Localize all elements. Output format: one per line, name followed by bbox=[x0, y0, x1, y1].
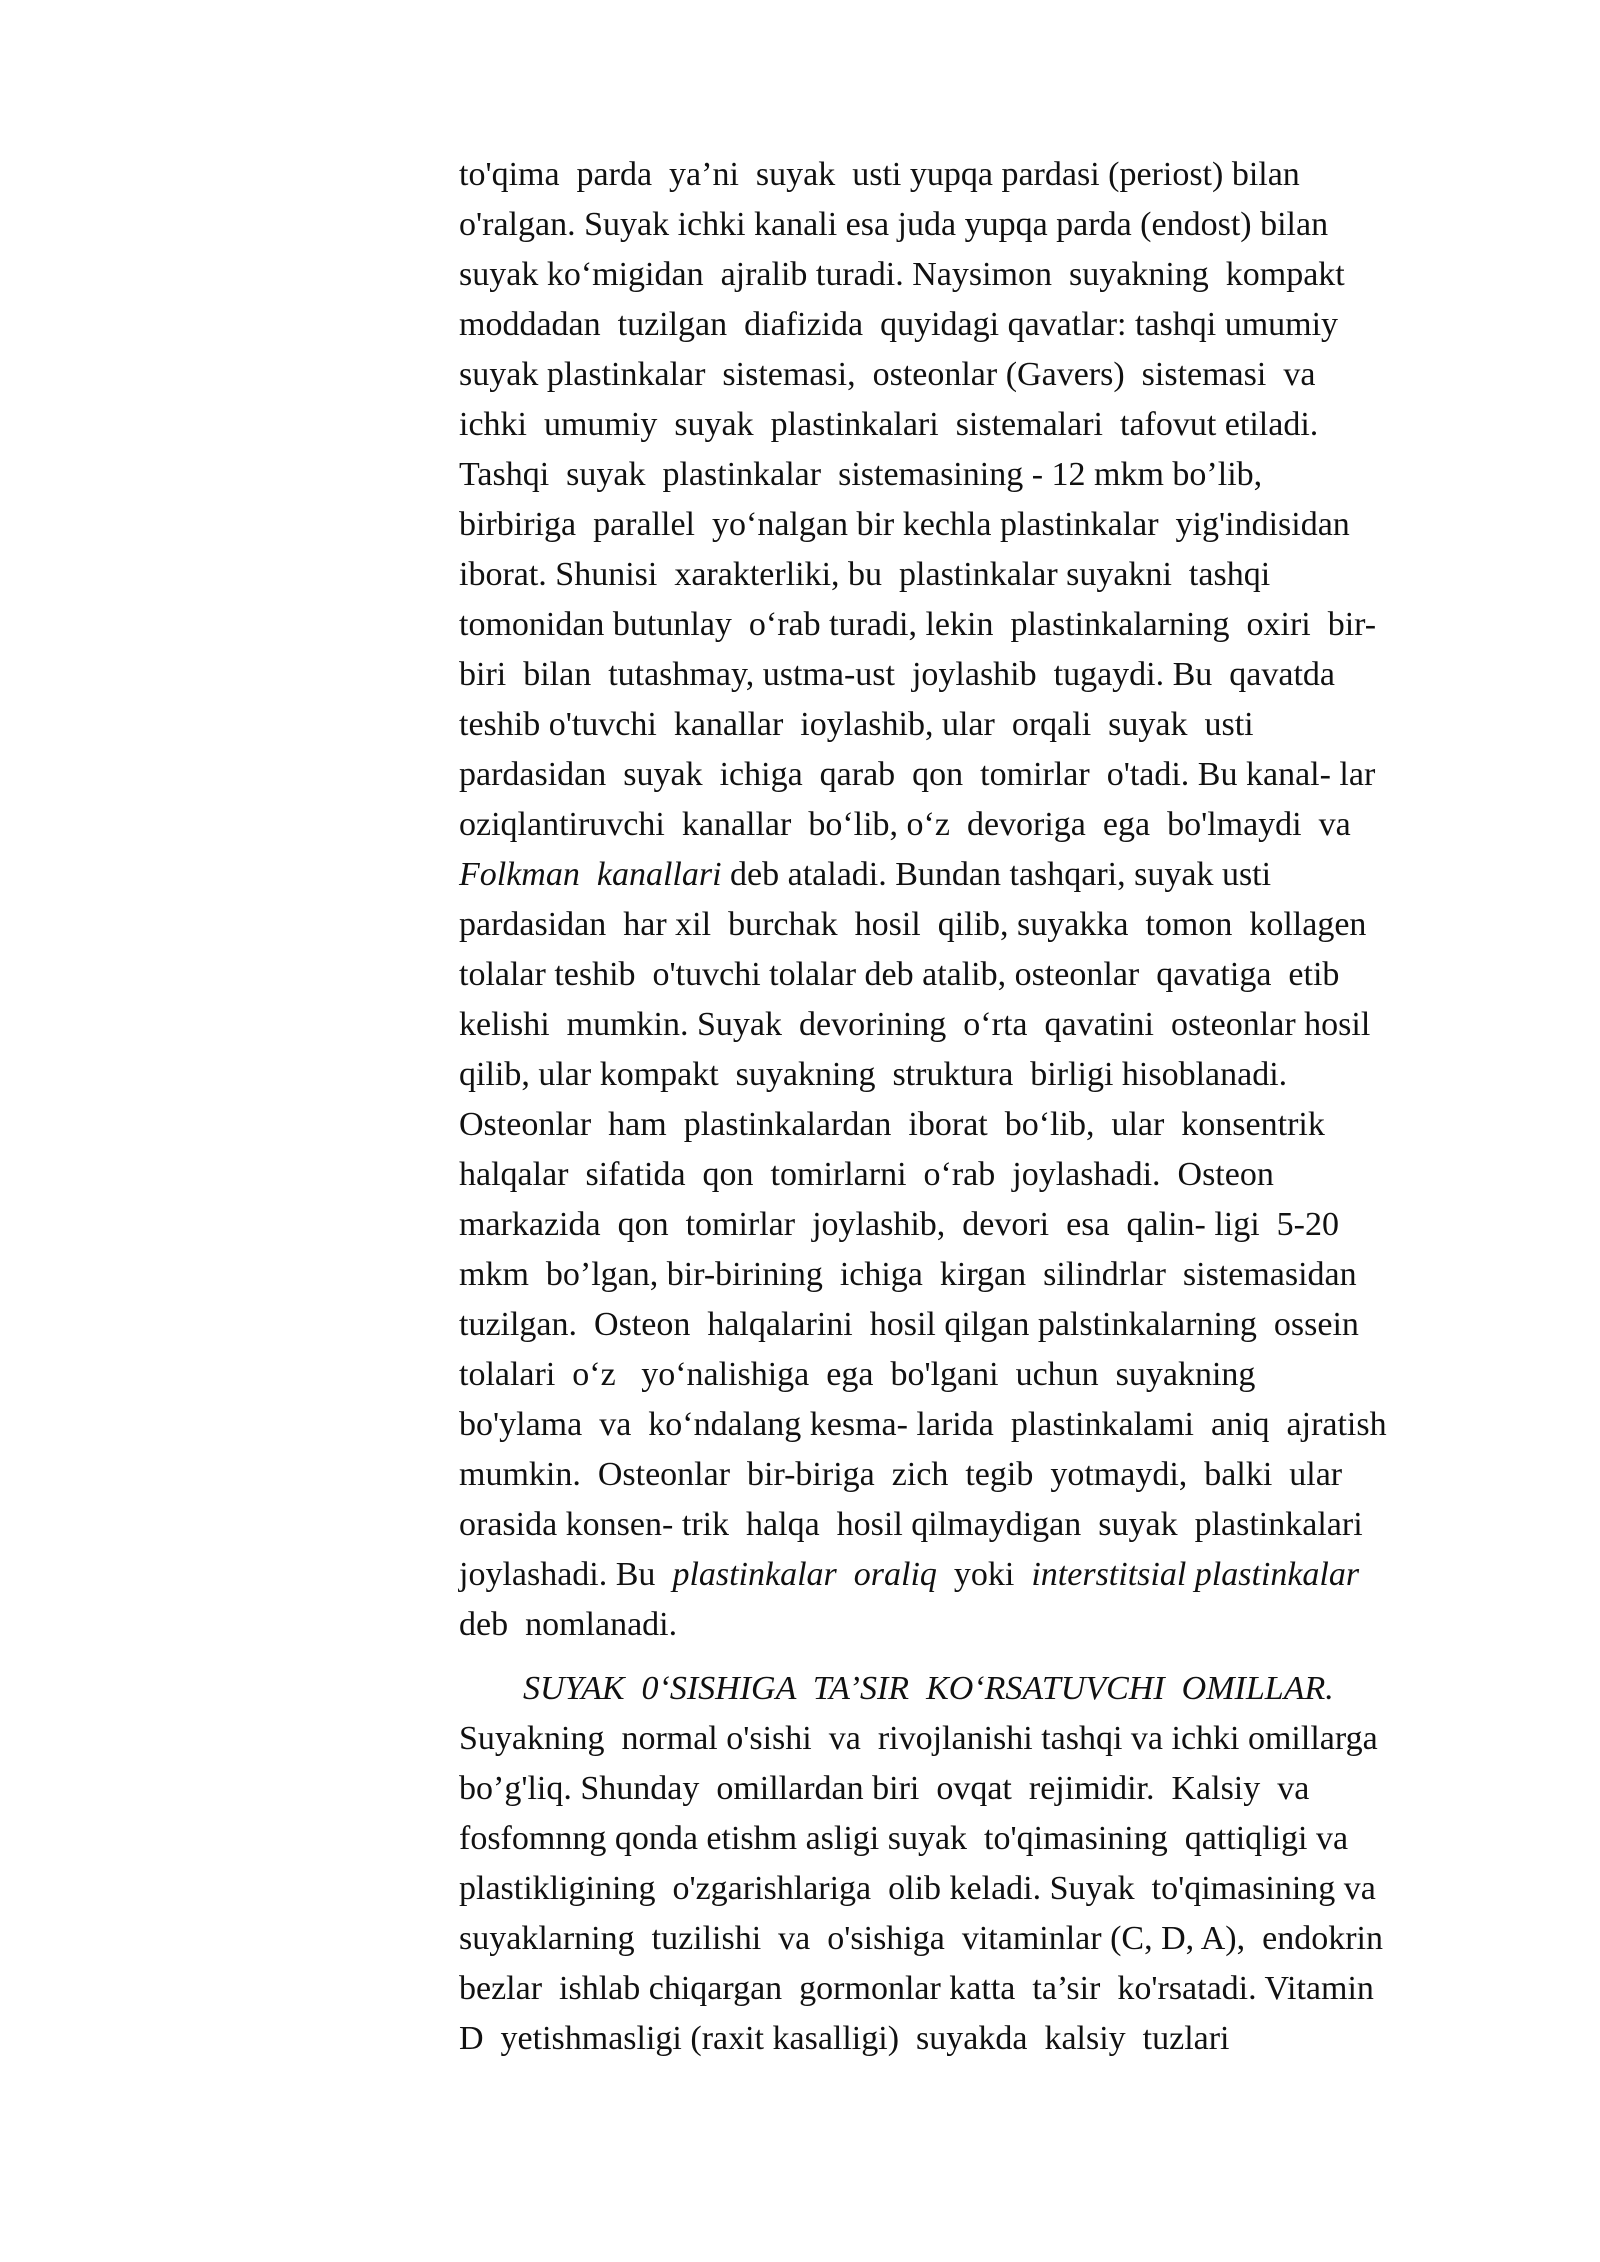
text-line: orasida konsen- trik halqa hosil qilmaydigan suyak plastinkalari bbox=[459, 1506, 1363, 1543]
text-line: ichki umumiy suyak plastinkalari sistemalari tafovut etiladi. bbox=[459, 406, 1319, 443]
text-line: mkm bo’lgan, bir-birining ichiga kirgan silindrlar sistemasidan bbox=[459, 1256, 1357, 1293]
text-segment: yoki bbox=[936, 1556, 1032, 1593]
text-line: D yetishmasligi (raxit kasalligi) suyakda kalsiy tuzlari bbox=[459, 2020, 1230, 2057]
text-line-folkman bbox=[459, 850, 1499, 900]
text-line: oziqlantiruvchi kanallar bo‘lib, o‘z devoriga ega bo'lmaydi va bbox=[459, 806, 1351, 843]
text-line: suyaklarning tuzilishi va o'sishiga vitaminlar (C, D, A), endokrin bbox=[459, 1920, 1383, 1957]
italic-term-plastinkalar-oraliq: plastinkalar oraliq bbox=[672, 1556, 937, 1593]
text-line: tolalari o‘z yo‘nalishiga ega bo'lgani uchun suyakning bbox=[459, 1356, 1256, 1393]
text-line: tomonidan butunlay o‘rab turadi, lekin plastinkalarning oxiri bir- bbox=[459, 606, 1377, 643]
text-line: markazida qon tomirlar joylashib, devori esa qalin- ligi 5-20 bbox=[459, 1206, 1339, 1243]
text-segment: joylashadi. Bu bbox=[459, 1556, 673, 1593]
text-line: bezlar ishlab chiqargan gormonlar katta ta’sir ko'rsatadi. Vitamin bbox=[459, 1970, 1374, 2007]
text-line-interstitsial bbox=[459, 1550, 1499, 1600]
italic-term-folkman: Folkman kanallari bbox=[459, 856, 722, 893]
text-line: plastikligining o'zgarishlariga olib keladi. Suyak to'qimasining va bbox=[459, 1870, 1376, 1907]
text-line: suyak ko‘migidan ajralib turadi. Naysimon suyakning kompakt bbox=[459, 256, 1345, 293]
text-line: tuzilgan. Osteon halqalarini hosil qilgan palstinkalarning ossein bbox=[459, 1306, 1359, 1343]
text-line: to'qima parda ya’ni suyak usti yupqa pardasi (periost) bilan bbox=[459, 156, 1300, 193]
text-line: tolalar teshib o'tuvchi tolalar deb atalib, osteonlar qavatiga etib bbox=[459, 956, 1340, 993]
text-line: teshib o'tuvchi kanallar ioylashib, ular orqali suyak usti bbox=[459, 706, 1254, 743]
text-line: bo'ylama va ko‘ndalang kesma- larida plastinkalami aniq ajratish bbox=[459, 1406, 1387, 1443]
text-line: suyak plastinkalar sistemasi, osteonlar (Gavers) sistemasi va bbox=[459, 356, 1316, 393]
text-segment: deb ataladi. Bundan tashqari, suyak usti bbox=[721, 856, 1272, 893]
text-line: Suyakning normal o'sishi va rivojlanishi tashqi va ichki omillarga bbox=[459, 1720, 1378, 1757]
section-heading: SUYAK 0‘SISHIGA TA’SIR KO‘RSATUVCHI OMILLAR. bbox=[523, 1670, 1334, 1707]
text-line: pardasidan har xil burchak hosil qilib, suyakka tomon kollagen bbox=[459, 906, 1367, 943]
text-line: mumkin. Osteonlar bir-biriga zich tegib yotmaydi, balki ular bbox=[459, 1456, 1343, 1493]
text-line: biri bilan tutashmay, ustma-ust joylashib tugaydi. Bu qavatda bbox=[459, 656, 1335, 693]
text-line: Osteonlar ham plastinkalardan iborat bo‘lib, ular konsentrik bbox=[459, 1106, 1325, 1143]
text-line: kelishi mumkin. Suyak devorining o‘rta qavatini osteonlar hosil bbox=[459, 1006, 1371, 1043]
text-line: birbiriga parallel yo‘nalgan bir kechla plastinkalar yig'indisidan bbox=[459, 506, 1350, 543]
italic-term-interstitsial: interstitsial plastinkalar bbox=[1031, 1556, 1360, 1593]
text-line: deb nomlanadi. bbox=[459, 1606, 678, 1643]
text-line: pardasidan suyak ichiga qarab qon tomirlar o'tadi. Bu kanal- lar bbox=[459, 756, 1376, 793]
text-line: halqalar sifatida qon tomirlarni o‘rab joylashadi. Osteon bbox=[459, 1156, 1274, 1193]
paragraph-gap bbox=[459, 1650, 1499, 1664]
text-line: o'ralgan. Suyak ichki kanali esa juda yupqa parda (endost) bilan bbox=[459, 206, 1329, 243]
text-line: Tashqi suyak plastinkalar sistemasining - 12 mkm bo’lib, bbox=[459, 456, 1263, 493]
text-line: qilib, ular kompakt suyakning struktura birligi hisoblanadi. bbox=[459, 1056, 1288, 1093]
text-line: iborat. Shunisi xarakterliki, bu plastinkalar suyakni tashqi bbox=[459, 556, 1271, 593]
text-line: bo’g'liq. Shunday omillardan biri ovqat rejimidir. Kalsiy va bbox=[459, 1770, 1310, 1807]
body-text bbox=[459, 150, 1499, 2064]
text-line: fosfomnng qonda etishm asligi suyak to'qimasining qattiqligi va bbox=[459, 1820, 1349, 1857]
text-line: moddadan tuzilgan diafizida quyidagi qavatlar: tashqi umumiy bbox=[459, 306, 1339, 343]
